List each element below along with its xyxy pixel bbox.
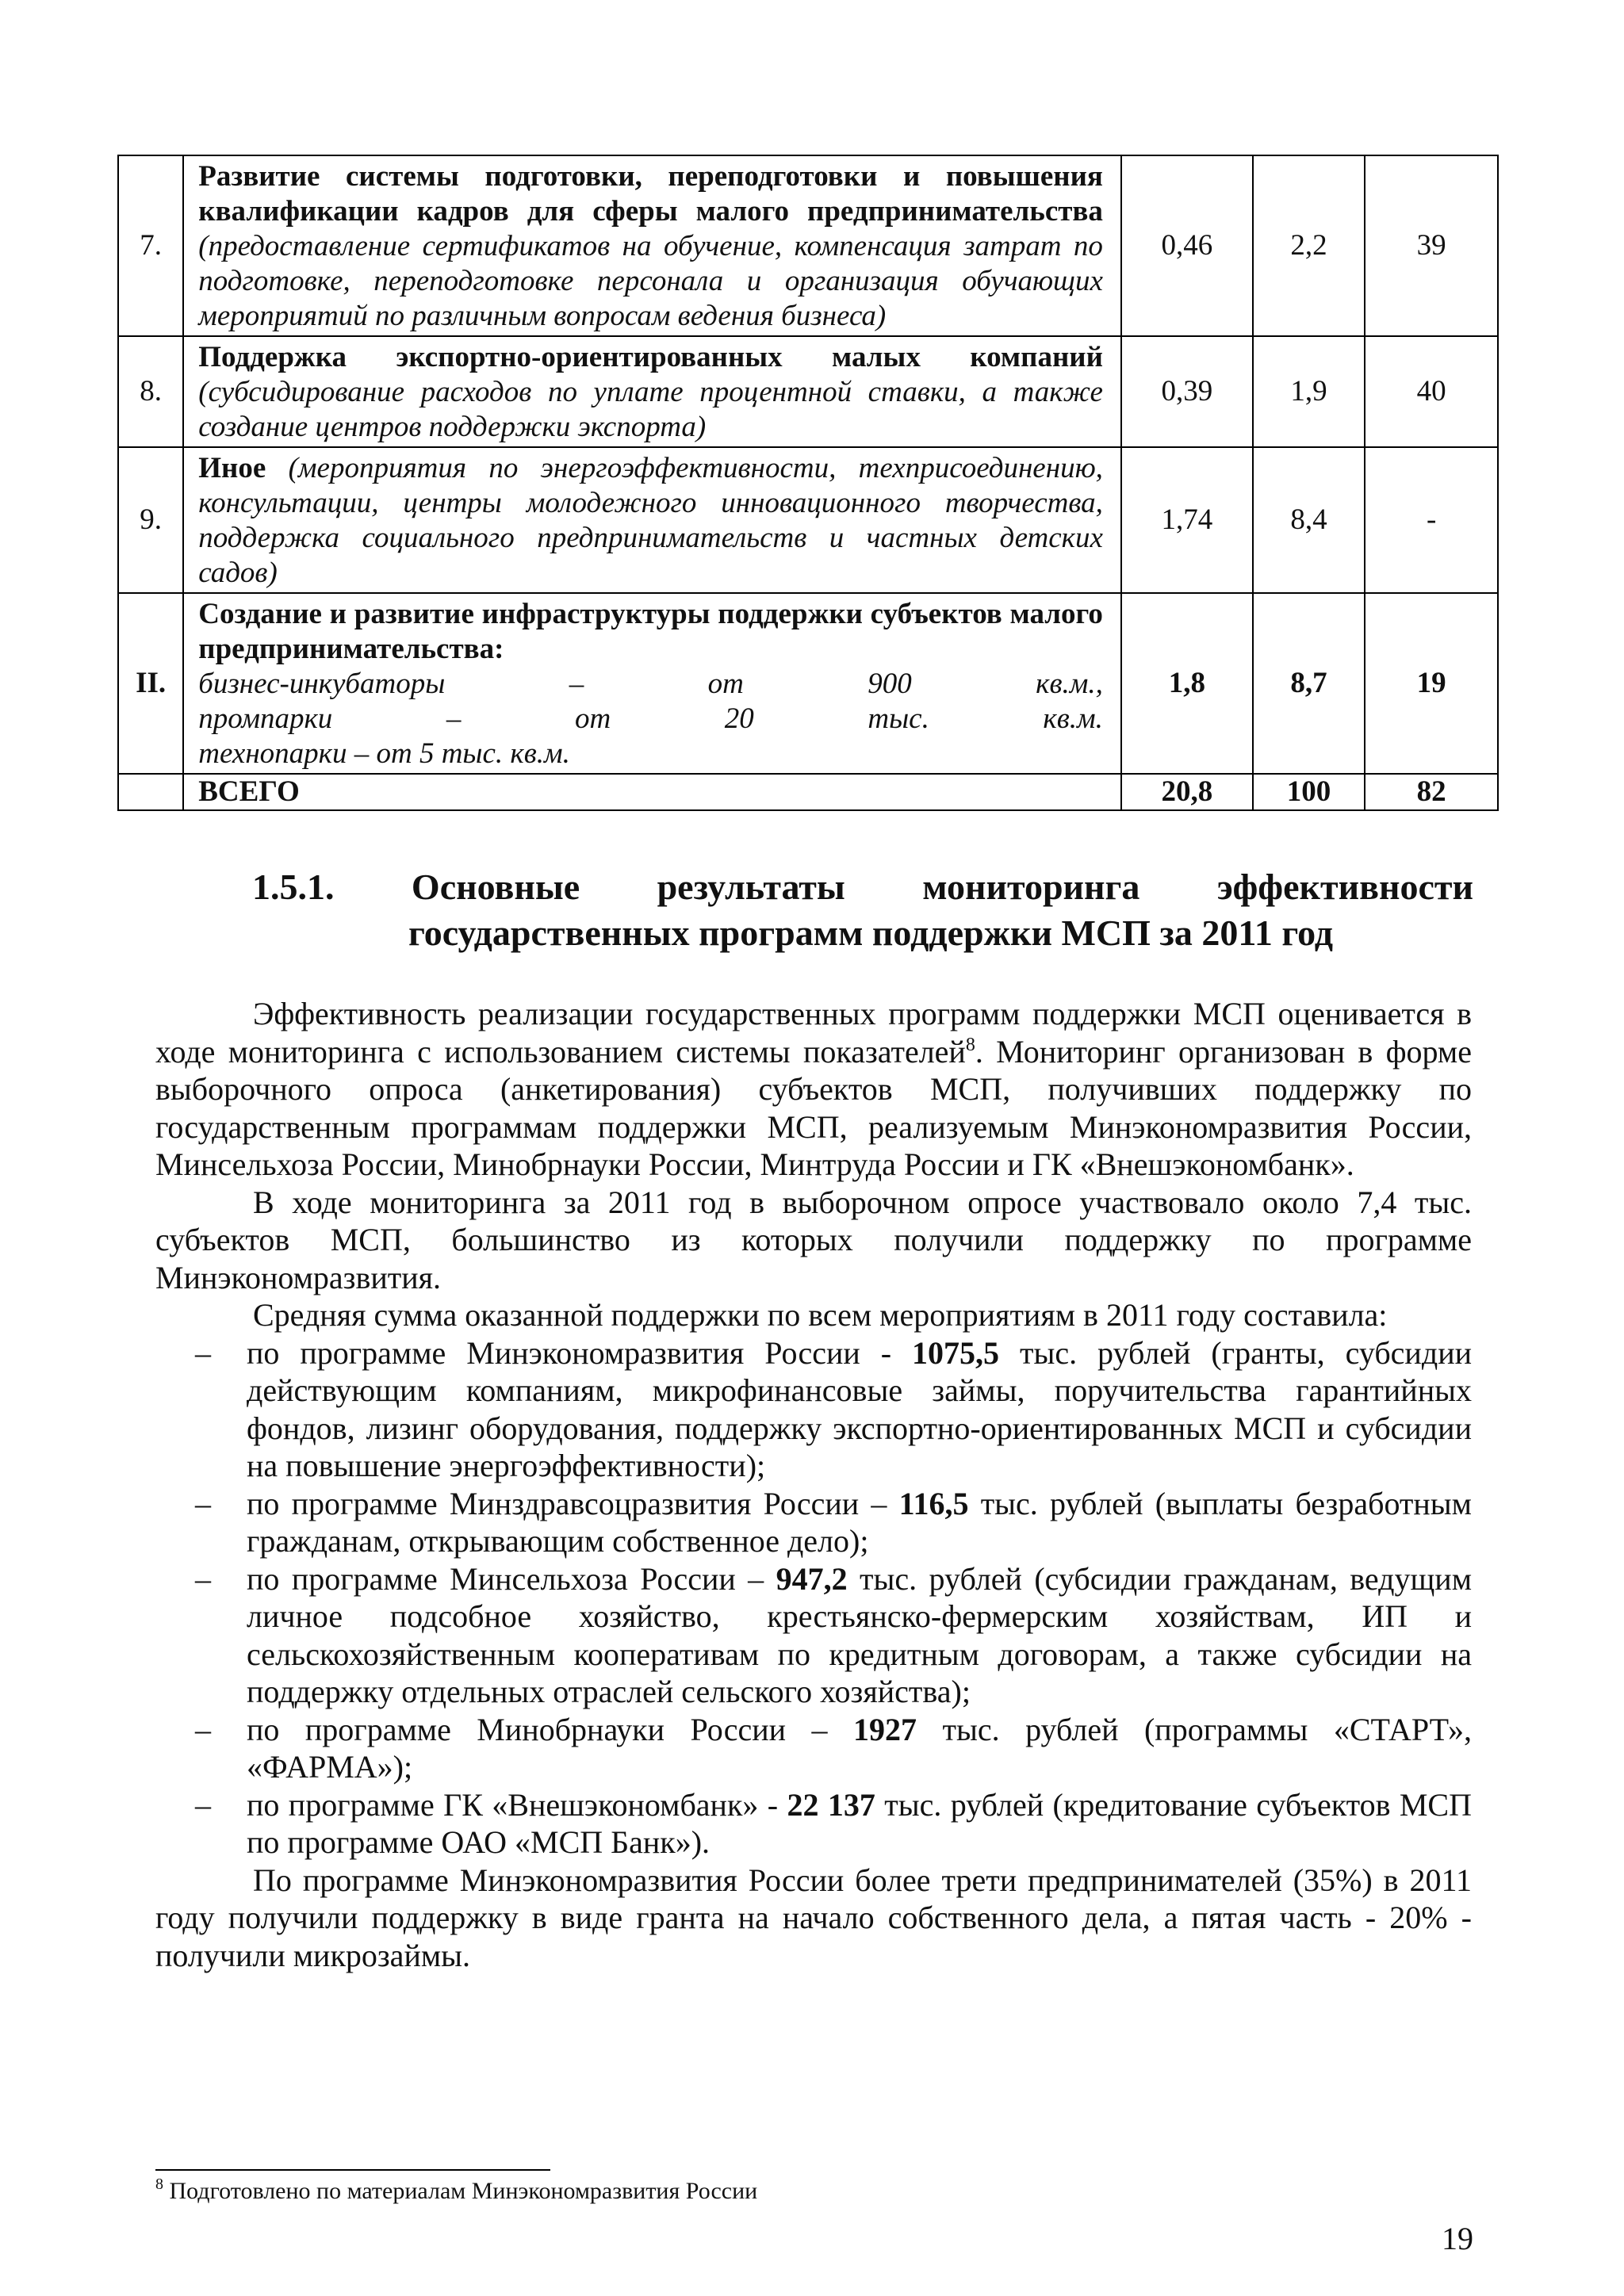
- value-cell: 39: [1365, 155, 1498, 336]
- footnote-mark: 8: [155, 2175, 163, 2193]
- list-amount: 22 137: [787, 1786, 875, 1823]
- list-text: тыс. рублей (программы «СТАРТ», «ФАРМА»);: [247, 1711, 1472, 1785]
- section-heading-line: 1.5.1. Основные результаты мониторинга эффективности: [252, 867, 1473, 907]
- section-heading: [252, 864, 1473, 956]
- footnote-text: Подготовлено по материалам Минэкономразвития России: [163, 2178, 758, 2204]
- total-label: ВСЕГО: [183, 774, 1121, 810]
- footnote-ref: 8: [965, 1034, 975, 1055]
- dash-marker: –: [195, 1711, 211, 1747]
- value-cell: -: [1365, 447, 1498, 593]
- paragraph-text: Эффективность реализации государственных программ поддержки МСП оценивается в ходе мониторинга с использованием системы показателей: [155, 996, 1472, 1070]
- page-number: 19: [1442, 2221, 1473, 2256]
- value-cell: 1,9: [1253, 336, 1365, 447]
- row-title: Поддержка экспортно-ориентированных малых компаний: [198, 341, 1103, 373]
- table-row: [118, 593, 1498, 774]
- total-value: 82: [1365, 774, 1498, 810]
- list-amount: 1927: [853, 1711, 917, 1747]
- list-item: [155, 1560, 1472, 1711]
- dash-marker: –: [195, 1786, 211, 1823]
- row-number: 7.: [118, 155, 183, 336]
- paragraph-text: . Мониторинг организован в форме выборочного опроса (анкетирования) субъектов МСП, получивших поддержку по государственным программам поддержки МСП, реализуемым Минэкономразвития России, Минсельхоза России, Минобрнауки России, Минтруда России и ГК «Внешэкономбанк».: [155, 1033, 1473, 1182]
- body-text: [155, 995, 1472, 1974]
- row-number-empty: [118, 774, 183, 810]
- row-title: Создание и развитие инфраструктуры поддержки субъектов малого предпринимательства:: [198, 598, 1103, 665]
- value-cell: 1,8: [1121, 593, 1253, 774]
- support-programs-table: [117, 155, 1499, 811]
- dash-marker: –: [195, 1334, 211, 1371]
- value-cell: 2,2: [1253, 155, 1365, 336]
- list-amount: 1075,5: [912, 1334, 1000, 1371]
- value-cell: 40: [1365, 336, 1498, 447]
- paragraph: По программе Минэкономразвития России более трети предпринимателей (35%) в 2011 году получили поддержку в виде гранта на начало собственного дела, а пятая часть - 20% - получили микрозаймы.: [155, 1862, 1472, 1973]
- row-details: (предоставление сертификатов на обучение, компенсация затрат по подготовке, переподготовке персонала и организация обучающих мероприятий по различным вопросам ведения бизнеса): [198, 230, 1103, 332]
- footnote-divider: [155, 2169, 550, 2171]
- row-details: (мероприятия по энергоэффективности, техприсоединению, консультации, центры молодежного инновационного творчества, поддержка социального предпринимательств и частных детских садов): [198, 452, 1103, 589]
- paragraph: [155, 995, 1472, 1184]
- dash-marker: –: [195, 1560, 211, 1597]
- value-cell: 0,46: [1121, 155, 1253, 336]
- list-amount: 116,5: [898, 1485, 969, 1521]
- list-amount: 947,2: [776, 1560, 848, 1597]
- value-cell: 8,7: [1253, 593, 1365, 774]
- row-details-line: бизнес-инкубаторы – от 900 кв.м.,: [198, 668, 1103, 700]
- list-item: [155, 1485, 1472, 1560]
- list-item: [155, 1334, 1472, 1485]
- list-text: по программе Минобрнауки России –: [247, 1711, 854, 1747]
- row-description: [183, 336, 1121, 447]
- section-heading-line: государственных программ поддержки МСП за 2011 год: [408, 913, 1334, 953]
- row-number: 8.: [118, 336, 183, 447]
- list-text: тыс. рублей (гранты, субсидии действующим компаниям, микрофинансовые займы, поручительства гарантийных фондов, лизинг оборудования, поддержку экспортно-ориентированных МСП и субсидии на повышение энергоэффективности);: [247, 1334, 1473, 1483]
- table-total-row: [118, 774, 1498, 810]
- list-text: по программе Минэкономразвития России -: [247, 1334, 913, 1371]
- row-description: [183, 155, 1121, 336]
- value-cell: 8,4: [1253, 447, 1365, 593]
- row-description: [183, 593, 1121, 774]
- row-description: [183, 447, 1121, 593]
- total-value: 20,8: [1121, 774, 1253, 810]
- row-details-line: технопарки – от 5 тыс. кв.м.: [198, 737, 570, 770]
- row-number: 9.: [118, 447, 183, 593]
- list-item: [155, 1711, 1472, 1786]
- paragraph: В ходе мониторинга за 2011 год в выборочном опросе участвовало около 7,4 тыс. субъектов МСП, большинство из которых получили поддержку по программе Минэкономразвития.: [155, 1184, 1472, 1295]
- row-number: II.: [118, 593, 183, 774]
- row-details-line: промпарки – от 20 тыс. кв.м.: [198, 702, 1103, 735]
- footnote: [155, 2177, 757, 2206]
- list-text: по программе Минсельхоза России –: [247, 1560, 776, 1597]
- row-details: (субсидирование расходов по уплате процентной ставки, а также создание центров поддержки экспорта): [198, 376, 1103, 443]
- paragraph: Средняя сумма оказанной поддержки по всем мероприятиям в 2011 году составила:: [253, 1297, 1388, 1333]
- value-cell: 1,74: [1121, 447, 1253, 593]
- list-item: [155, 1786, 1472, 1862]
- list-text: тыс. рублей (выплаты безработным гражданам, открывающим собственное дело);: [247, 1485, 1472, 1559]
- table-row: [118, 336, 1498, 447]
- list-text: тыс. рублей (кредитование субъектов МСП по программе ОАО «МСП Банк»).: [247, 1786, 1472, 1860]
- value-cell: 19: [1365, 593, 1498, 774]
- total-value: 100: [1253, 774, 1365, 810]
- support-amounts-list: [155, 1334, 1472, 1862]
- list-text: по программе Минздравсоцразвития России –: [247, 1485, 899, 1521]
- row-title: Развитие системы подготовки, переподготовки и повышения квалификации кадров для сферы малого предпринимательства: [198, 160, 1103, 228]
- table-row: [118, 155, 1498, 336]
- list-text: по программе ГК «Внешэкономбанк» -: [247, 1786, 787, 1823]
- row-title: Иное: [198, 452, 266, 484]
- value-cell: 0,39: [1121, 336, 1253, 447]
- table-row: [118, 447, 1498, 593]
- list-text: тыс. рублей (субсидии гражданам, ведущим личное подсобное хозяйство, крестьянско-фермерским хозяйствам, ИП и сельскохозяйственным кооперативам по кредитным договорам, а также субсидии на поддержку отдельных отраслей сельского хозяйства);: [247, 1560, 1472, 1709]
- dash-marker: –: [195, 1485, 211, 1521]
